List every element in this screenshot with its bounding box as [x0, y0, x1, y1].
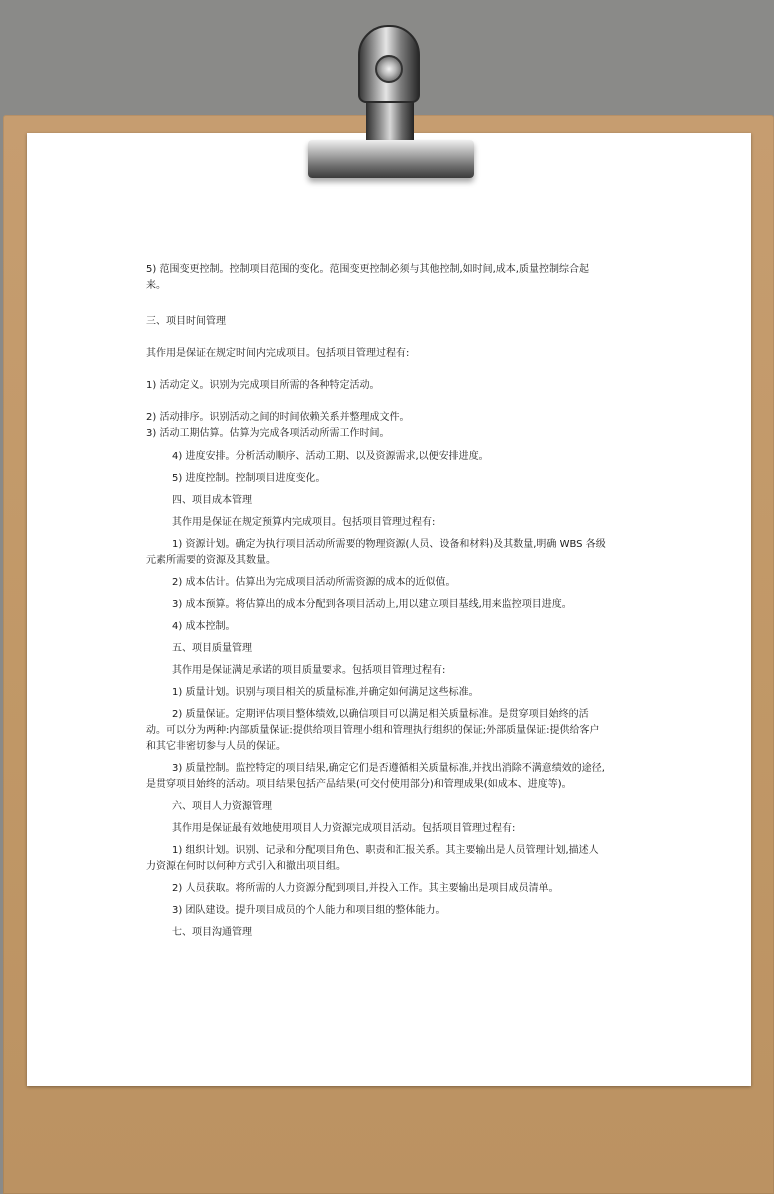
doc-line-19: 3) 质量控制。监控特定的项目结果,确定它们是否遵循相关质量标准,并找出消除不满意绩效的途径,是贯穿项目始终的活动。项目结果包括产品结果(可交付使用部分)和管理成果(如成本、进度等)。: [146, 763, 605, 790]
doc-line-13: 3) 成本预算。将估算出的成本分配到各项目活动上,用以建立项目基线,用来监控项目进度。: [172, 599, 572, 610]
doc-line-15: 五、项目质量管理: [172, 643, 252, 654]
doc-line-5: 2) 活动排序。识别活动之间的时间依赖关系并整理成文件。: [146, 412, 410, 423]
doc-line-23: 2) 人员获取。将所需的人力资源分配到项目,并投入工作。其主要输出是项目成员清单。: [172, 883, 559, 894]
document-text: [146, 262, 606, 941]
doc-line-2: 三、项目时间管理: [146, 316, 226, 327]
doc-line-1: 5) 范围变更控制。控制项目范围的变化。范围变更控制必须与其他控制,如时间,成本,质量控制综合起来。: [146, 264, 589, 291]
doc-line-9: 四、项目成本管理: [172, 495, 252, 506]
doc-line-12: 2) 成本估计。估算出为完成项目活动所需资源的成本的近似值。: [172, 577, 456, 588]
clip-hole: [375, 55, 403, 83]
doc-line-4: 1) 活动定义。识别为完成项目所需的各种特定活动。: [146, 380, 380, 391]
doc-line-8: 5) 进度控制。控制项目进度变化。: [172, 473, 326, 484]
doc-line-25: 七、项目沟通管理: [172, 927, 252, 938]
doc-line-21: 其作用是保证最有效地使用项目人力资源完成项目活动。包括项目管理过程有:: [172, 823, 516, 834]
doc-line-7: 4) 进度安排。分析活动顺序、活动工期、以及资源需求,以便安排进度。: [172, 451, 489, 462]
clip-bar: [308, 140, 474, 178]
doc-line-10: 其作用是保证在规定预算内完成项目。包括项目管理过程有:: [172, 517, 436, 528]
doc-line-20: 六、项目人力资源管理: [172, 801, 272, 812]
doc-line-14: 4) 成本控制。: [172, 621, 236, 632]
doc-line-16: 其作用是保证满足承诺的项目质量要求。包括项目管理过程有:: [172, 665, 446, 676]
doc-line-3: 其作用是保证在规定时间内完成项目。包括项目管理过程有:: [146, 348, 410, 359]
doc-line-6: 3) 活动工期估算。估算为完成各项活动所需工作时间。: [146, 428, 390, 439]
doc-line-18: 2) 质量保证。定期评估项目整体绩效,以确信项目可以满足相关质量标准。是贯穿项目始终的活动。可以分为两种:内部质量保证:提供给项目管理小组和管理执行组织的保证;外部质量保证:提供给客户和其它非密切参与人员的保证。: [146, 709, 600, 752]
binder-clip: [300, 25, 480, 180]
doc-line-11: 1) 资源计划。确定为执行项目活动所需要的物理资源(人员、设备和材料)及其数量,明确 WBS 各级元素所需要的资源及其数量。: [146, 539, 606, 566]
doc-line-24: 3) 团队建设。提升项目成员的个人能力和项目组的整体能力。: [172, 905, 446, 916]
doc-line-17: 1) 质量计划。识别与项目相关的质量标准,并确定如何满足这些标准。: [172, 687, 479, 698]
doc-line-22: 1) 组织计划。识别、记录和分配项目角色、职责和汇报关系。其主要输出是人员管理计划,描述人力资源在何时以何种方式引入和撤出项目组。: [146, 845, 599, 872]
